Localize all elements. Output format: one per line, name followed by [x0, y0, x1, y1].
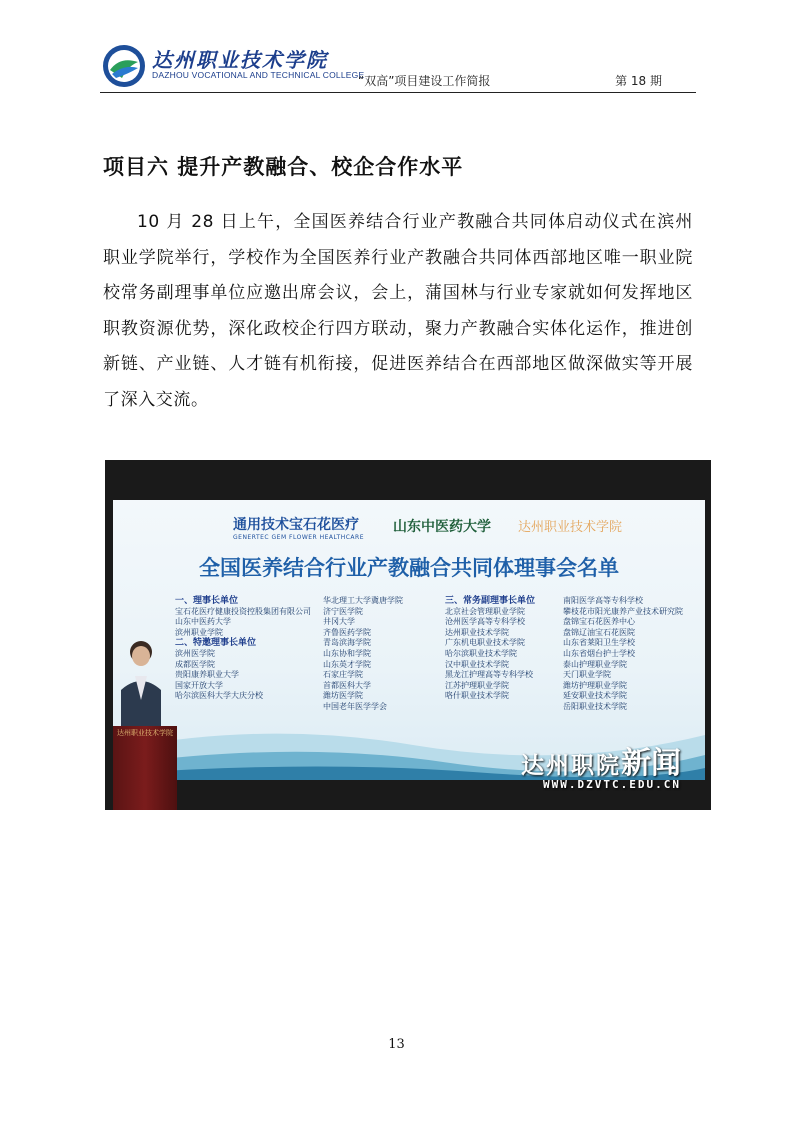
school-name-en: DAZHOU VOCATIONAL AND TECHNICAL COLLEGE: [152, 70, 365, 80]
member-column-3: [445, 596, 535, 702]
list-item: 首都医科大学: [323, 680, 371, 690]
list-item: 潍坊医学院: [323, 691, 363, 701]
list-item: 黑龙江护理高等专科学校: [445, 670, 533, 680]
list-item: 咯什职业技术学院: [445, 691, 509, 701]
list-item: 中国老年医学学会: [323, 701, 387, 711]
list-item: 成都医学院: [175, 659, 215, 669]
page-header: [100, 42, 696, 94]
list-item: 江苏护理职业学院: [445, 680, 509, 690]
list-item: 延安职业技术学院: [563, 691, 627, 701]
header-divider: [100, 92, 696, 93]
list-item: 盘锦宝石花医养中心: [563, 617, 635, 627]
list-item: 达州职业技术学院: [445, 627, 509, 637]
list-item: 南阳医学高等专科学校: [563, 596, 643, 605]
genertec-logo: [233, 514, 364, 541]
genertec-logo-en: GENERTEC GEM FLOWER HEALTHCARE: [233, 534, 364, 541]
list-item: 济宁医学院: [323, 606, 363, 616]
list-item: 青岛滨海学院: [323, 638, 371, 648]
issue-number: 第 18 期: [615, 74, 662, 88]
member-column-4: [563, 596, 683, 713]
list-item: 岳阳职业技术学院: [563, 701, 627, 711]
list-item: 潍坊护理职业学院: [563, 680, 627, 690]
list-item: 哈尔滨医科大学大庆分校: [175, 691, 263, 701]
genertec-logo-text: 通用技术宝石花医疗: [233, 517, 359, 533]
report-title: “双高”项目建设工作简报: [358, 74, 491, 88]
list-item: 宝石花医疗健康投资控股集团有限公司: [175, 606, 311, 616]
column-heading: 一、理事长单位: [175, 596, 239, 606]
column-heading: 三、常务副理事长单位: [445, 596, 536, 606]
list-item: 汉中职业技术学院: [445, 659, 509, 669]
list-item: 泰山护理职业学院: [563, 659, 627, 669]
list-item: 井冈大学: [323, 617, 355, 627]
list-item: 滨州职业学院: [175, 627, 223, 637]
list-item: 山东中医药大学: [175, 617, 231, 627]
list-item: 山东英才学院: [323, 659, 371, 669]
podium: [113, 726, 177, 810]
list-item: 盘锦辽油宝石花医院: [563, 627, 635, 637]
screen-logo-row: [223, 512, 683, 542]
page-number: 13: [388, 1037, 405, 1052]
list-item: 广东机电职业技术学院: [445, 638, 525, 648]
list-item: 沧州医学高等专科学校: [445, 617, 525, 627]
list-item: 齐鲁医药学院: [323, 627, 371, 637]
member-column-2: [323, 596, 403, 713]
event-photo: [105, 460, 711, 810]
dz-college-logo: 达州职业技术学院: [518, 520, 623, 535]
news-watermark-text: 达州职院: [521, 753, 621, 779]
podium-label: 达州职业技术学院: [117, 729, 173, 737]
screen-title: 全国医养结合行业产教融合共同体理事会名单: [199, 556, 619, 580]
sd-univ-logo: 山东中医药大学: [393, 519, 491, 535]
list-item: 天门职业学院: [563, 670, 611, 680]
list-item: 攀枝花市阳光康养产业技术研究院: [563, 606, 683, 616]
news-watermark: [521, 738, 681, 782]
column-heading: 二、特邀理事长单位: [175, 638, 257, 649]
list-item: 北京社会管理职业学院: [445, 606, 525, 616]
list-item: 山东省莱阳卫生学校: [563, 638, 635, 648]
list-item: 石家庄学院: [323, 670, 363, 680]
school-name-cn: 达州职业技术学院: [152, 48, 328, 72]
college-emblem-icon: [102, 44, 146, 88]
list-item: 华北理工大学冀唐学院: [323, 596, 403, 605]
section-title: 项目六 提升产教融合、校企合作水平: [103, 155, 464, 179]
news-watermark-url: WWW.DZVTC.EDU.CN: [543, 778, 681, 791]
list-item: 山东协和学院: [323, 648, 371, 658]
list-item: 国家开放大学: [175, 680, 223, 690]
member-column-1: [175, 596, 311, 702]
list-item: 贵阳康养职业大学: [175, 670, 239, 680]
list-item: 滨州医学院: [175, 648, 215, 658]
list-item: 山东省烟台护士学校: [563, 648, 635, 658]
list-item: 哈尔滨职业技术学院: [445, 648, 517, 658]
news-watermark-big: 新闻: [621, 746, 681, 781]
body-paragraph: 10 月 28 日上午，全国医养结合行业产教融合共同体启动仪式在滨州职业学院举行，学校作为全国医养行业产教融合共同体西部地区唯一职业院校常务副理事单位应邀出席会议，会上，蒲国林与行业专家就如何发挥地区职教资源优势，深化政校企行四方联动，聚力产教融合实体化运作，推进创新链、产业链、人才链有机衔接，促进医养结合在西部地区做深做实等开展了深入交流。: [103, 212, 693, 410]
